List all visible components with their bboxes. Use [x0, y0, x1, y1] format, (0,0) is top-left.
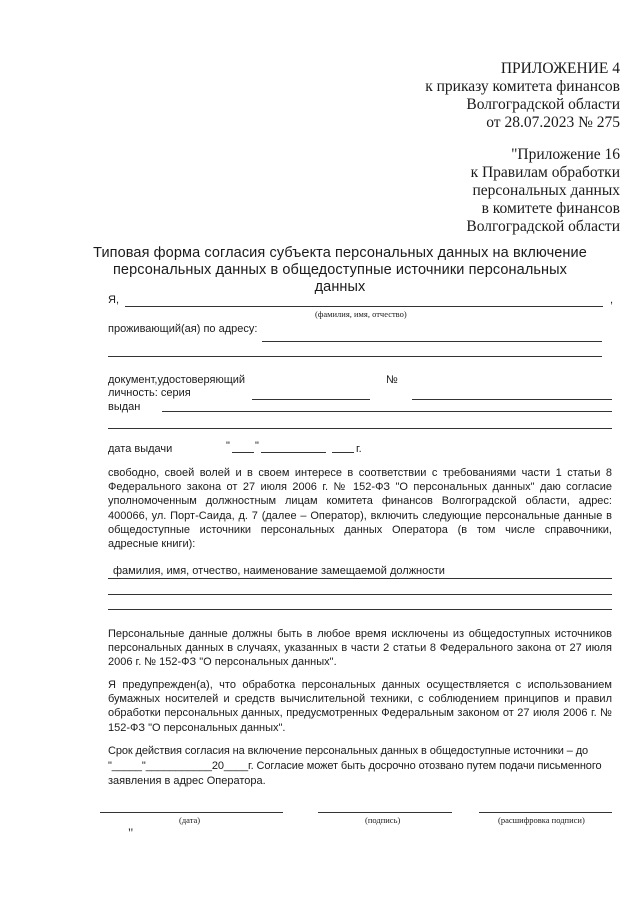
- doc-number-field[interactable]: [412, 399, 612, 400]
- issued-field-line-1[interactable]: [162, 411, 612, 412]
- appendix-line-rules: к Правилам обработки: [470, 164, 620, 181]
- appendix-line-committee: в комитете финансов: [481, 200, 620, 217]
- issued-field-line-2[interactable]: [108, 428, 612, 429]
- signature-date-field[interactable]: [100, 812, 283, 813]
- issue-day-field[interactable]: [232, 452, 254, 453]
- signature-sign-field[interactable]: [318, 812, 452, 813]
- doc-label-line-2: личность: серия: [108, 387, 191, 399]
- doc-label-line-1: документ,удостоверяющий: [108, 374, 246, 386]
- issue-month-field[interactable]: [261, 452, 326, 453]
- address-label: проживающий(ая) по адресу:: [108, 323, 258, 335]
- address-field-line-1[interactable]: [262, 341, 602, 342]
- i-label: Я,: [108, 294, 119, 306]
- data-list-line-2[interactable]: [108, 594, 612, 595]
- fio-field-line[interactable]: [125, 306, 603, 307]
- warning-paragraph: Я предупрежден(а), что обработка персональных данных осуществляется с использованием бумажных носителей и средств вычислительной техники, с соблюдением принципов и правил обработки персональных данных, предусмотренных Федеральным законом от 27 июля 2006 г. № 152-ФЗ "О персональных данных".: [108, 679, 612, 734]
- signature-sign-caption: (подпись): [365, 815, 401, 825]
- i-comma: ,: [610, 294, 614, 306]
- appendix-line-region: Волгоградской области: [466, 218, 620, 235]
- address-field-line-2[interactable]: [108, 356, 602, 357]
- signature-decode-field[interactable]: [479, 812, 612, 813]
- signature-date-caption: (дата): [179, 815, 201, 825]
- term-line-1: Срок действия согласия на включение персональных данных в общедоступные источники – до: [108, 745, 589, 757]
- data-list-line-3[interactable]: [108, 609, 612, 610]
- header-line-order: к приказу комитета финансов: [425, 78, 620, 95]
- issue-date-label: дата выдачи: [108, 443, 173, 455]
- issued-label: выдан: [108, 401, 141, 413]
- doc-series-field[interactable]: [252, 399, 370, 400]
- issue-year-field[interactable]: [332, 452, 354, 453]
- document-title-line-2: персональных данных в общедоступные источники персональных данных: [112, 262, 568, 295]
- header-line-date: от 28.07.2023 № 275: [486, 114, 620, 131]
- data-list-text: фамилия, имя, отчество, наименование замещаемой должности: [113, 565, 445, 577]
- fio-caption: (фамилия, имя, отчество): [315, 309, 407, 319]
- term-line-3: заявления в адрес Оператора.: [108, 775, 266, 787]
- signature-decode-caption: (расшифровка подписи): [498, 815, 585, 825]
- issue-date-quote-open: ": [226, 440, 230, 452]
- document-title-line-1: Типовая форма согласия субъекта персональных данных на включение: [93, 245, 587, 261]
- term-line-2: "_____"___________20____г. Согласие может быть досрочно отозвано путем подачи письменного: [108, 760, 602, 772]
- exclusion-paragraph: Персональные данные должны быть в любое время исключены из общедоступных источников персональных данных в случаях, указанных в части 2 статьи 8 Федерального закона от 27 июля 2006 г. № 152-ФЗ "О персональных данных".: [108, 628, 612, 669]
- appendix-line-number: "Приложение 16: [511, 146, 620, 163]
- closing-quote: ": [128, 825, 134, 840]
- doc-number-label: №: [386, 374, 398, 386]
- consent-paragraph: свободно, своей волей и в своем интересе в соответствии с требованиями части 1 статьи 8 Федерального закона от 27 июля 2006 г. № 152-ФЗ "О персональных данных" даю согласие уполномоченным должностным лицам комитета финансов Волгоградской области, адрес: 400066, ул. Порт-Саида, д. 7 (далее – Оператор), включить следующие персональные данные в общедоступные источники персональных данных Оператора (в том числе справочники, адресные книги):: [108, 467, 612, 551]
- header-line-region: Волгоградской области: [466, 96, 620, 113]
- header-line-appendix-number: ПРИЛОЖЕНИЕ 4: [500, 60, 620, 77]
- issue-date-quote-close: ": [255, 440, 259, 452]
- issue-year-suffix: г.: [356, 443, 362, 455]
- appendix-line-personal-data: персональных данных: [472, 182, 620, 199]
- data-list-line-1[interactable]: [108, 578, 612, 579]
